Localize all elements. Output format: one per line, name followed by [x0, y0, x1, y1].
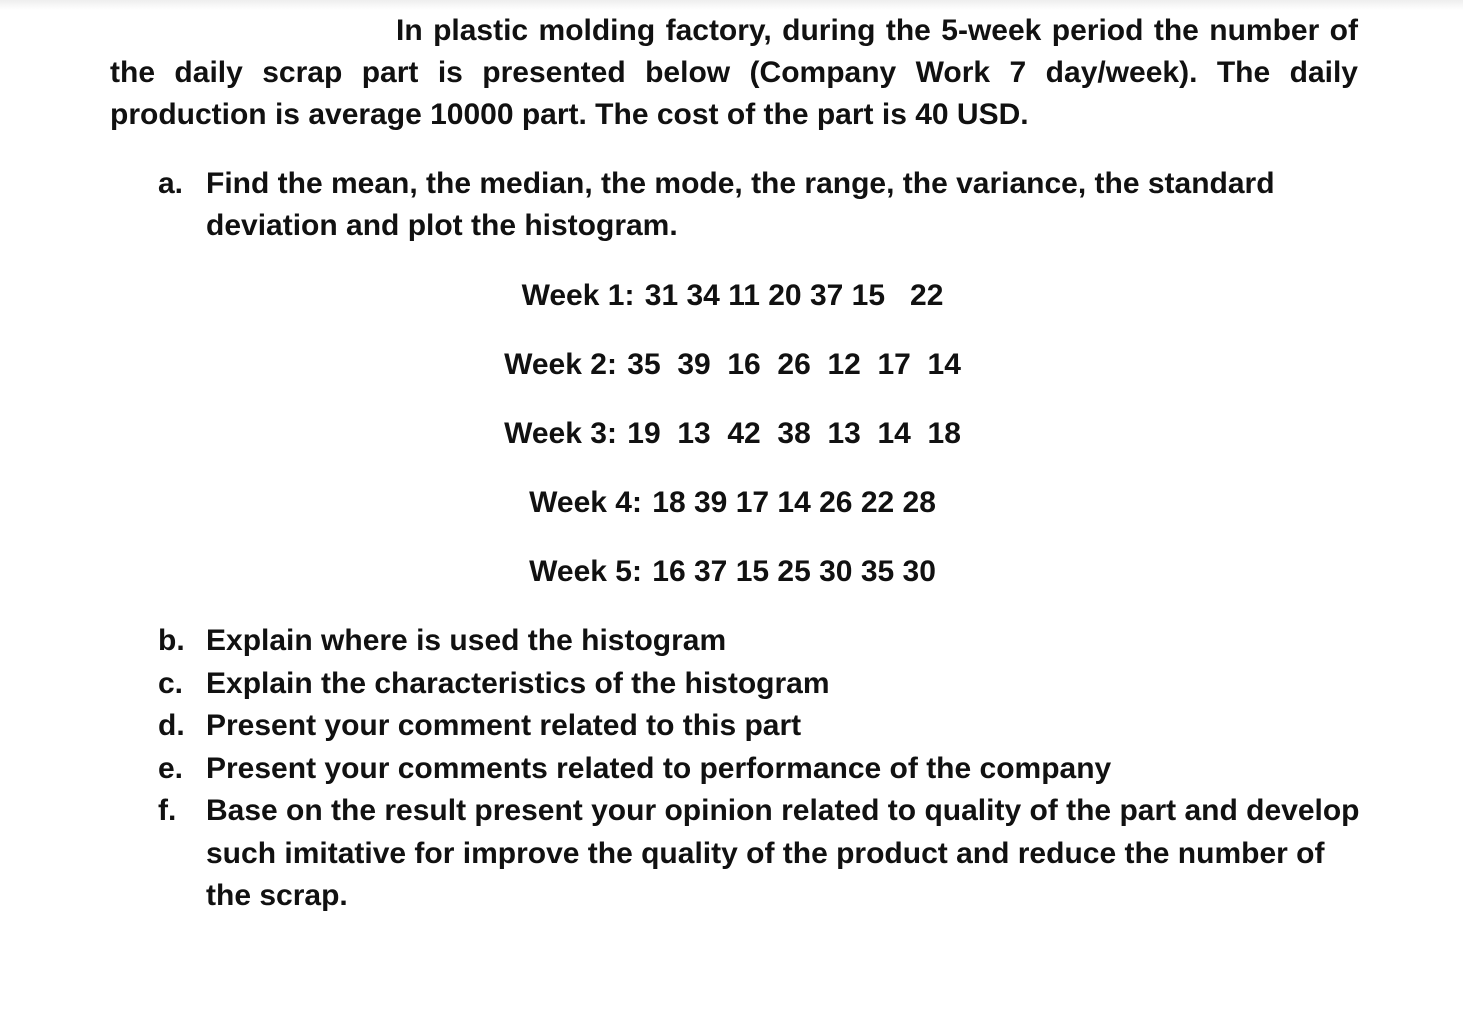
week-values: 35 39 16 26 12 17 14	[627, 348, 961, 381]
week-values: 16 37 15 25 30 35 30	[652, 555, 936, 588]
week-label: Week 1:	[521, 279, 635, 312]
week-label: Week 2:	[504, 348, 617, 381]
week-values: 31 34 11 20 37 15 22	[644, 279, 944, 312]
list-item	[158, 663, 1363, 706]
question-letter: e.	[158, 751, 184, 785]
week-1-row	[0, 276, 1463, 345]
question-list	[158, 620, 1363, 918]
week-label: Week 5:	[529, 555, 642, 588]
week-5-row	[0, 552, 1463, 621]
question-letter: b.	[158, 624, 185, 657]
question-text: Base on the result present your opinion related to quality of the part and develop such imitative for improve the quality of the product and reduce the number of the scrap.	[206, 794, 1360, 912]
week-values: 19 13 42 38 13 14 18	[627, 417, 961, 450]
list-item	[158, 790, 1363, 918]
question-letter: f.	[158, 794, 177, 827]
week-3-row	[0, 414, 1463, 483]
list-item	[158, 748, 1363, 791]
question-letter: c.	[158, 666, 184, 700]
top-edge-shadow	[0, 0, 1463, 10]
week-label: Week 3:	[504, 417, 617, 450]
question-letter: a.	[158, 167, 184, 200]
week-values: 18 39 17 14 26 22 28	[652, 486, 936, 519]
question-a	[158, 163, 1363, 247]
week-2-row	[0, 345, 1463, 414]
question-text: Explain where is used the histogram	[206, 624, 727, 657]
question-text: Present your comment related to this part	[206, 709, 802, 742]
question-letter: d.	[158, 709, 185, 742]
list-item	[158, 620, 1363, 663]
question-text: Present your comments related to performance of the company	[206, 751, 1112, 785]
question-text: Find the mean, the median, the mode, the range, the variance, the standard deviation and plot the histogram.	[206, 167, 1275, 242]
week-4-row	[0, 483, 1463, 552]
question-text: Explain the characteristics of the histogram	[206, 666, 830, 700]
problem-intro: In plastic molding factory, during the 5-week period the number of the daily scrap part is presented below (Company Work 7 day/week). The daily production is average 10000 part. The cost of the part is 40 USD.	[110, 14, 1358, 131]
weekly-scrap-data	[0, 276, 1463, 621]
week-label: Week 4:	[529, 486, 642, 519]
list-item	[158, 705, 1363, 748]
list-item	[158, 163, 1363, 247]
